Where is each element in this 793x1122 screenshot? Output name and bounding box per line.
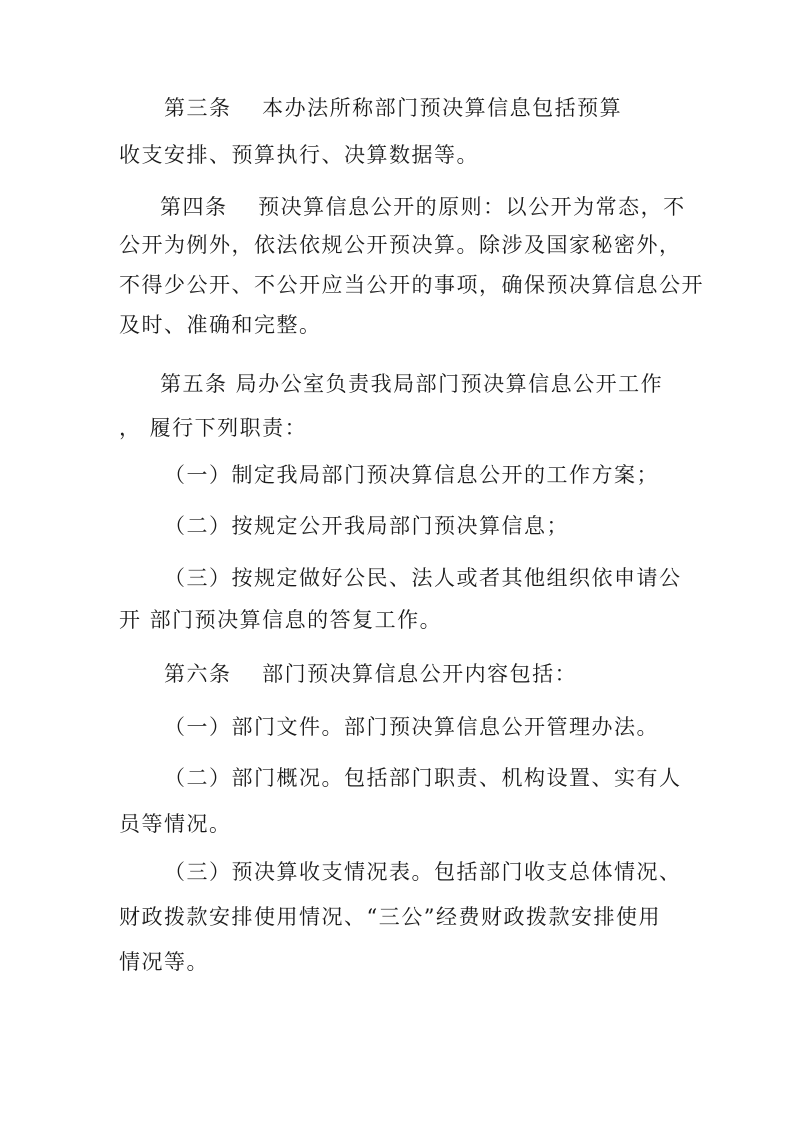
- text-line: 员等情况。: [119, 812, 232, 836]
- text-line: 情况等。: [119, 950, 209, 974]
- text-line: （一）部门文件。部门预决算信息公开管理办法。: [164, 715, 659, 739]
- text-line: ， 履行下列职责：: [119, 416, 308, 440]
- text-line: （三）按规定做好公民、法人或者其他组织依申请公: [164, 566, 682, 590]
- text-line: 公开为例外，依法依规公开预决算。除涉及国家秘密外，: [119, 233, 682, 257]
- text-line: （二）部门概况。包括部门职责、机构设置、实有人: [164, 766, 682, 790]
- text-line: 开 部门预决算信息的答复工作。: [119, 608, 443, 632]
- text-line: 第三条 本办法所称部门预决算信息包括预算: [164, 96, 623, 120]
- text-line: 第五条 局办公室负责我局部门预决算信息公开工作: [160, 372, 664, 396]
- text-line: （三）预决算收支情况表。包括部门收支总体情况、: [164, 860, 682, 884]
- text-line: （一）制定我局部门预决算信息公开的工作方案；: [164, 463, 659, 487]
- text-line: 不得少公开、不公开应当公开的事项，确保预决算信息公开: [119, 273, 704, 297]
- text-line: 第四条 预决算信息公开的原则：以公开为常态，不: [160, 195, 686, 219]
- text-line: （二）按规定公开我局部门预决算信息；: [164, 514, 569, 538]
- text-line: 及时、准确和完整。: [119, 313, 322, 337]
- text-line: 第六条 部门预决算信息公开内容包括：: [164, 662, 578, 686]
- text-line: 财政拨款安排使用情况、“三公”经费财政拨款安排使用: [119, 905, 661, 929]
- text-line: 收支安排、预算执行、决算数据等。: [119, 143, 479, 167]
